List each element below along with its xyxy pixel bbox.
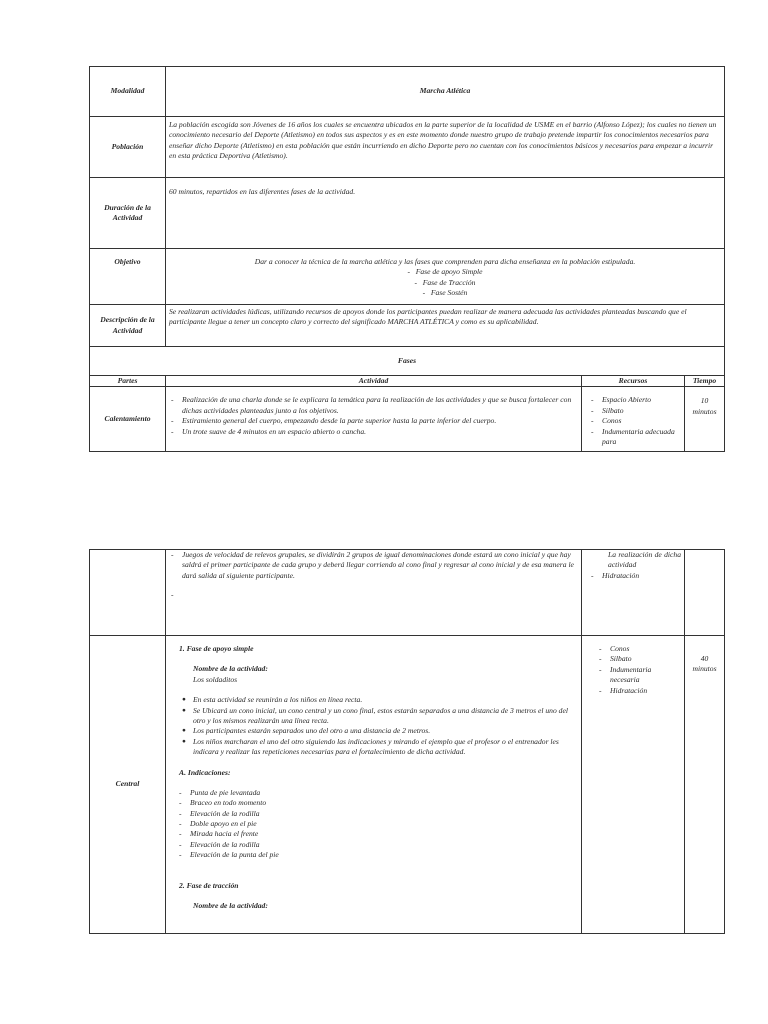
row-poblacion — [90, 117, 725, 178]
row-duracion — [90, 178, 725, 249]
header-row — [90, 376, 725, 387]
descripcion-text: Se realizaran actividades lúdicas, utilizando recursos de apoyos donde los participantes puedan realizar de manera adecuada las actividades planteadas buscando que el participante llegue a tener un concepto claro y correcto del significado MARCHA ATLÉTICA y como es su aplicabilidad. — [166, 305, 725, 347]
duracion-text: 60 minutos, repartidos en las diferentes fases de la actividad. — [166, 178, 725, 249]
fase1-title: 1. Fase de apoyo simple — [179, 644, 254, 653]
fase2-nombre-label: Nombre de la actividad: — [193, 901, 268, 911]
central-label: Central — [90, 636, 166, 934]
list-item: - Punta de pie levantada — [190, 788, 577, 798]
row-descripcion — [90, 305, 725, 347]
calentamiento-tiempo: 10 minutos — [685, 387, 725, 452]
header-partes: Partes — [90, 376, 166, 387]
list-item: - Indumentaria necesaria — [610, 665, 681, 686]
fase2-title: 2. Fase de tracción — [179, 880, 239, 890]
calentamiento-activity — [166, 387, 582, 452]
central-tiempo: 40 minutos — [685, 636, 725, 934]
list-item: - Conos — [610, 644, 681, 654]
modalidad-label: Modalidad — [90, 67, 166, 117]
poblacion-text: La población escogida son Jóvenes de 16 años los cuales se encuentra ubicados en la parte superior de la localidad de USME en el barrio (Alfonso López); los cuales no tienen un conocimiento necesario del Deporte (Atletismo) en todos sus aspectos y es en este momento donde nuestro grupo de trabajo pretende impartir los conocimientos necesarios para enseñar dicho Deporte (Atletismo) en esta población que están incurriendo en dicho Deporte pero no cuentan con los conocimientos básicos y necesarios para empezar a incurrir en esta práctica Deportiva (Atletismo). — [166, 117, 725, 178]
list-item: - Indumentaria adecuada para — [602, 427, 681, 448]
central-activity — [166, 636, 582, 934]
list-item: - Hidratación — [602, 571, 681, 581]
list-item: - Silbato — [602, 406, 681, 416]
list-item: - Elevación de la rodilla — [190, 809, 577, 819]
list-item: - Estiramiento general del cuerpo, empezando desde la parte superior hasta la parte inferior del cuerpo. — [182, 416, 578, 426]
list-item: - Elevación de la rodilla — [190, 840, 577, 850]
row-central — [90, 636, 725, 934]
objetivo-label: Objetivo — [90, 249, 166, 305]
lesson-plan-table-1 — [89, 66, 725, 452]
objetivo-item: - Fase Sostén — [422, 288, 468, 298]
poblacion-label: Población — [90, 117, 166, 178]
indicaciones-title: A. Indicaciones: — [179, 767, 231, 777]
nombre-label: Nombre de la actividad: — [193, 664, 268, 674]
list-item: - Conos — [602, 416, 681, 426]
row-modalidad — [90, 67, 725, 117]
objetivo-item: - Fase de Tracción — [414, 277, 476, 287]
list-item: ● Los niños marcharan el uno del otro siguiendo las indicaciones y mirando el ejemplo que el profesor o el entrenador les indicara y realizar las repeticiones necesarias para el fortalecimiento de dicha actividad. — [193, 737, 577, 758]
list-item: ● Los participantes estarán separados uno del otro a una distancia de 2 metros. — [193, 726, 577, 736]
row-continuation — [90, 550, 725, 636]
list-item: - Hidratación — [610, 686, 681, 696]
objetivo-cell — [166, 249, 725, 305]
calentamiento-label: Calentamiento — [90, 387, 166, 452]
list-item: ● Se Ubicará un cono inicial, un cono central y un cono final, estos estarán separados a una distancia de 3 metros el uno del otro y los mismos realizarán una línea recta. — [193, 706, 577, 727]
calentamiento-resources — [582, 387, 685, 452]
lesson-plan-table-2 — [89, 549, 725, 934]
duracion-label: Duración de la Actividad — [90, 178, 166, 249]
header-actividad: Actividad — [166, 376, 582, 387]
objetivo-item: - Fase de apoyo Simple — [407, 267, 483, 277]
header-recursos: Recursos — [582, 376, 685, 387]
row-calentamiento — [90, 387, 725, 452]
list-item: - Realización de una charla donde se le explicara la temática para la realización de las actividades y que se busca fortalecer con dichas actividades planteadas junto a los objetivos. — [182, 395, 578, 416]
list-item: - Silbato — [610, 654, 681, 664]
header-tiempo: Tiempo — [685, 376, 725, 387]
continuation-activity — [166, 550, 582, 636]
modalidad-value: Marcha Atlética — [166, 67, 725, 117]
list-item: - Braceo en todo momento — [190, 798, 577, 808]
list-item: - Juegos de velocidad de relevos grupales, se dividirán 2 grupos de igual denominaciones donde estará un cono inicial y que hay saldrá el primer participante de cada grupo y deberá llegar corriendo al cono final y regresar al cono inicial y de esa manera le dará salida al siguiente participante. — [182, 550, 578, 581]
list-item: - Espacio Abierto — [602, 395, 681, 405]
continuation-part — [90, 550, 166, 636]
list-item: - Mirada hacia el frente — [190, 829, 577, 839]
descripcion-label: Descripción de la Actividad — [90, 305, 166, 347]
continuation-resources — [582, 550, 685, 636]
central-resources — [582, 636, 685, 934]
objetivo-text: Dar a conocer la técnica de la marcha atlética y las fases que comprenden para dicha enseñanza en la población estipulada. — [254, 257, 636, 266]
list-item: - Un trote suave de 4 minutos en un espacio abierto o cancha. — [182, 427, 578, 437]
list-item: ● En esta actividad se reunirán a los niños en línea recta. — [193, 695, 577, 705]
continuation-tiempo — [685, 550, 725, 636]
list-item: - Elevación de la punta del pie — [190, 850, 577, 860]
fase1-name: Los soldaditos — [193, 674, 238, 684]
continuation-resource-text: La realización de dicha actividad — [608, 550, 681, 570]
list-item: - Doble apoyo en el pie — [190, 819, 577, 829]
row-objetivo — [90, 249, 725, 305]
fases-label: Fases — [90, 347, 725, 376]
row-fases — [90, 347, 725, 376]
